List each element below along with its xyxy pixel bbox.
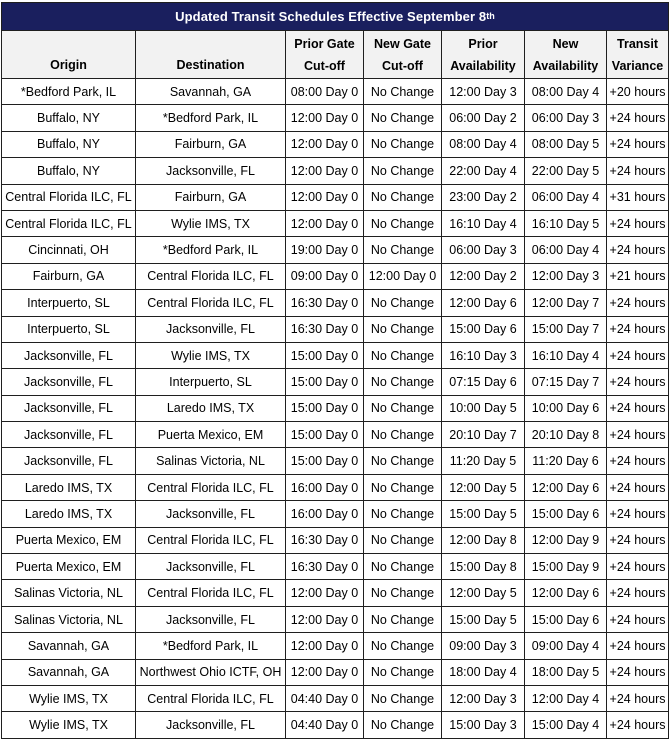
destination-cell: *Bedford Park, IL — [136, 633, 286, 659]
prior-availability-cell: 20:10 Day 7 — [442, 422, 525, 448]
prior-availability-cell: 12:00 Day 2 — [442, 263, 525, 289]
prior-availability-cell: 07:15 Day 6 — [442, 369, 525, 395]
prior-gate-cutoff-cell: 12:00 Day 0 — [286, 659, 364, 685]
new-gate-cutoff-cell: No Change — [364, 290, 442, 316]
prior-availability-cell: 15:00 Day 3 — [442, 712, 525, 738]
destination-cell: *Bedford Park, IL — [136, 105, 286, 131]
new-availability-cell: 08:00 Day 4 — [525, 79, 607, 105]
transit-variance-cell: +24 hours — [607, 606, 669, 632]
prior-gate-cutoff-cell: 12:00 Day 0 — [286, 210, 364, 236]
origin-cell: Savannah, GA — [2, 659, 136, 685]
prior-gate-cutoff-cell: 15:00 Day 0 — [286, 395, 364, 421]
prior-availability-cell: 12:00 Day 5 — [442, 580, 525, 606]
table-body — [2, 79, 669, 739]
prior-gate-cutoff-cell: 16:00 Day 0 — [286, 501, 364, 527]
new-availability-cell: 16:10 Day 5 — [525, 210, 607, 236]
prior-gate-cutoff-cell: 15:00 Day 0 — [286, 422, 364, 448]
destination-cell: Laredo IMS, TX — [136, 395, 286, 421]
table-row — [2, 184, 669, 210]
transit-variance-cell: +24 hours — [607, 633, 669, 659]
transit-variance-cell: +24 hours — [607, 422, 669, 448]
header-prior-avail-line1: Prior — [468, 36, 498, 51]
prior-gate-cutoff-cell: 12:00 Day 0 — [286, 131, 364, 157]
origin-cell: Salinas Victoria, NL — [2, 580, 136, 606]
new-availability-cell: 12:00 Day 6 — [525, 474, 607, 500]
new-availability-cell: 12:00 Day 7 — [525, 290, 607, 316]
table-row — [2, 633, 669, 659]
table-row — [2, 527, 669, 553]
transit-schedule-table — [1, 2, 669, 739]
prior-availability-cell: 10:00 Day 5 — [442, 395, 525, 421]
table-row — [2, 712, 669, 738]
table-title — [2, 3, 669, 31]
prior-gate-cutoff-cell: 16:30 Day 0 — [286, 527, 364, 553]
table-row — [2, 79, 669, 105]
new-gate-cutoff-cell: No Change — [364, 184, 442, 210]
table-title-text: Updated Transit Schedules Effective September 8 — [175, 9, 487, 24]
transit-variance-cell: +24 hours — [607, 210, 669, 236]
destination-cell: Jacksonville, FL — [136, 712, 286, 738]
table-row — [2, 237, 669, 263]
destination-cell: Wylie IMS, TX — [136, 210, 286, 236]
origin-cell: Salinas Victoria, NL — [2, 606, 136, 632]
new-gate-cutoff-cell: No Change — [364, 79, 442, 105]
origin-cell: Buffalo, NY — [2, 158, 136, 184]
title-row — [2, 3, 669, 31]
transit-variance-cell: +24 hours — [607, 395, 669, 421]
prior-availability-cell: 23:00 Day 2 — [442, 184, 525, 210]
origin-cell: Cincinnati, OH — [2, 237, 136, 263]
header-prior-gate-cutoff — [286, 31, 364, 79]
transit-variance-cell: +24 hours — [607, 712, 669, 738]
header-prior-availability — [442, 31, 525, 79]
new-gate-cutoff-cell: No Change — [364, 606, 442, 632]
new-availability-cell: 06:00 Day 4 — [525, 184, 607, 210]
new-gate-cutoff-cell: No Change — [364, 712, 442, 738]
table-row — [2, 685, 669, 711]
new-availability-cell: 10:00 Day 6 — [525, 395, 607, 421]
origin-cell: Wylie IMS, TX — [2, 685, 136, 711]
transit-variance-cell: +24 hours — [607, 369, 669, 395]
prior-gate-cutoff-cell: 12:00 Day 0 — [286, 184, 364, 210]
destination-cell: Central Florida ILC, FL — [136, 474, 286, 500]
new-availability-cell: 20:10 Day 8 — [525, 422, 607, 448]
prior-availability-cell: 08:00 Day 4 — [442, 131, 525, 157]
origin-cell: Interpuerto, SL — [2, 316, 136, 342]
prior-availability-cell: 15:00 Day 5 — [442, 606, 525, 632]
origin-cell: Laredo IMS, TX — [2, 501, 136, 527]
transit-variance-cell: +24 hours — [607, 290, 669, 316]
transit-variance-cell: +21 hours — [607, 263, 669, 289]
destination-cell: Savannah, GA — [136, 79, 286, 105]
new-availability-cell: 12:00 Day 3 — [525, 263, 607, 289]
prior-availability-cell: 15:00 Day 8 — [442, 554, 525, 580]
header-transit-line2: Variance — [611, 58, 664, 73]
new-availability-cell: 15:00 Day 9 — [525, 554, 607, 580]
prior-gate-cutoff-cell: 09:00 Day 0 — [286, 263, 364, 289]
origin-cell: Puerta Mexico, EM — [2, 527, 136, 553]
prior-gate-cutoff-cell: 12:00 Day 0 — [286, 158, 364, 184]
table-row — [2, 105, 669, 131]
transit-variance-cell: +20 hours — [607, 79, 669, 105]
origin-cell: Wylie IMS, TX — [2, 712, 136, 738]
origin-cell: Jacksonville, FL — [2, 395, 136, 421]
table-row — [2, 448, 669, 474]
transit-variance-cell: +24 hours — [607, 342, 669, 368]
destination-cell: Central Florida ILC, FL — [136, 527, 286, 553]
new-availability-cell: 06:00 Day 3 — [525, 105, 607, 131]
prior-availability-cell: 06:00 Day 2 — [442, 105, 525, 131]
header-prior-gate-line2: Cut-off — [304, 58, 345, 73]
new-availability-cell: 12:00 Day 9 — [525, 527, 607, 553]
table-row — [2, 395, 669, 421]
new-gate-cutoff-cell: No Change — [364, 659, 442, 685]
prior-availability-cell: 06:00 Day 3 — [442, 237, 525, 263]
header-origin: Origin — [2, 31, 136, 79]
origin-cell: Buffalo, NY — [2, 105, 136, 131]
prior-gate-cutoff-cell: 12:00 Day 0 — [286, 633, 364, 659]
prior-availability-cell: 18:00 Day 4 — [442, 659, 525, 685]
destination-cell: Jacksonville, FL — [136, 158, 286, 184]
header-transit-line1: Transit — [617, 36, 659, 51]
prior-gate-cutoff-cell: 12:00 Day 0 — [286, 606, 364, 632]
origin-cell: Jacksonville, FL — [2, 342, 136, 368]
new-availability-cell: 07:15 Day 7 — [525, 369, 607, 395]
destination-cell: Jacksonville, FL — [136, 501, 286, 527]
new-gate-cutoff-cell: No Change — [364, 210, 442, 236]
new-gate-cutoff-cell: 12:00 Day 0 — [364, 263, 442, 289]
prior-gate-cutoff-cell: 16:00 Day 0 — [286, 474, 364, 500]
header-new-gate-cutoff — [364, 31, 442, 79]
new-gate-cutoff-cell: No Change — [364, 158, 442, 184]
destination-cell: *Bedford Park, IL — [136, 237, 286, 263]
new-gate-cutoff-cell: No Change — [364, 554, 442, 580]
destination-cell: Central Florida ILC, FL — [136, 290, 286, 316]
header-new-avail-line1: New — [552, 36, 579, 51]
table-row — [2, 422, 669, 448]
prior-gate-cutoff-cell: 12:00 Day 0 — [286, 580, 364, 606]
destination-cell: Salinas Victoria, NL — [136, 448, 286, 474]
prior-availability-cell: 12:00 Day 8 — [442, 527, 525, 553]
prior-gate-cutoff-cell: 12:00 Day 0 — [286, 105, 364, 131]
destination-cell: Wylie IMS, TX — [136, 342, 286, 368]
new-availability-cell: 15:00 Day 7 — [525, 316, 607, 342]
prior-gate-cutoff-cell: 15:00 Day 0 — [286, 369, 364, 395]
new-availability-cell: 22:00 Day 5 — [525, 158, 607, 184]
header-new-avail-line2: Availability — [532, 58, 599, 73]
transit-variance-cell: +24 hours — [607, 580, 669, 606]
new-gate-cutoff-cell: No Change — [364, 527, 442, 553]
transit-variance-cell: +24 hours — [607, 501, 669, 527]
prior-availability-cell: 12:00 Day 5 — [442, 474, 525, 500]
new-gate-cutoff-cell: No Change — [364, 395, 442, 421]
destination-cell: Central Florida ILC, FL — [136, 263, 286, 289]
new-availability-cell: 09:00 Day 4 — [525, 633, 607, 659]
header-new-gate-line1: New Gate — [374, 36, 431, 51]
prior-availability-cell: 22:00 Day 4 — [442, 158, 525, 184]
transit-variance-cell: +31 hours — [607, 184, 669, 210]
prior-availability-cell: 16:10 Day 4 — [442, 210, 525, 236]
table-row — [2, 369, 669, 395]
new-gate-cutoff-cell: No Change — [364, 685, 442, 711]
header-destination: Destination — [136, 31, 286, 79]
destination-cell: Fairburn, GA — [136, 184, 286, 210]
prior-gate-cutoff-cell: 15:00 Day 0 — [286, 342, 364, 368]
header-new-gate-line2: Cut-off — [382, 58, 423, 73]
prior-availability-cell: 12:00 Day 3 — [442, 685, 525, 711]
prior-gate-cutoff-cell: 19:00 Day 0 — [286, 237, 364, 263]
new-gate-cutoff-cell: No Change — [364, 342, 442, 368]
origin-cell: Central Florida ILC, FL — [2, 184, 136, 210]
transit-variance-cell: +24 hours — [607, 527, 669, 553]
prior-availability-cell: 09:00 Day 3 — [442, 633, 525, 659]
table-title-suffix: th — [486, 11, 495, 21]
destination-cell: Jacksonville, FL — [136, 554, 286, 580]
prior-gate-cutoff-cell: 04:40 Day 0 — [286, 685, 364, 711]
table-row — [2, 263, 669, 289]
table-row — [2, 474, 669, 500]
new-availability-cell: 11:20 Day 6 — [525, 448, 607, 474]
prior-gate-cutoff-cell: 16:30 Day 0 — [286, 290, 364, 316]
new-gate-cutoff-cell: No Change — [364, 501, 442, 527]
new-gate-cutoff-cell: No Change — [364, 237, 442, 263]
transit-variance-cell: +24 hours — [607, 554, 669, 580]
new-gate-cutoff-cell: No Change — [364, 131, 442, 157]
header-prior-avail-line2: Availability — [450, 58, 516, 73]
new-gate-cutoff-cell: No Change — [364, 474, 442, 500]
origin-cell: Fairburn, GA — [2, 263, 136, 289]
new-gate-cutoff-cell: No Change — [364, 448, 442, 474]
new-availability-cell: 08:00 Day 5 — [525, 131, 607, 157]
transit-variance-cell: +24 hours — [607, 316, 669, 342]
table-row — [2, 501, 669, 527]
origin-cell: Buffalo, NY — [2, 131, 136, 157]
origin-cell: *Bedford Park, IL — [2, 79, 136, 105]
table-row — [2, 606, 669, 632]
prior-availability-cell: 15:00 Day 5 — [442, 501, 525, 527]
new-availability-cell: 15:00 Day 4 — [525, 712, 607, 738]
new-availability-cell: 16:10 Day 4 — [525, 342, 607, 368]
new-gate-cutoff-cell: No Change — [364, 369, 442, 395]
table-row — [2, 342, 669, 368]
destination-cell: Jacksonville, FL — [136, 316, 286, 342]
new-availability-cell: 12:00 Day 6 — [525, 580, 607, 606]
transit-variance-cell: +24 hours — [607, 105, 669, 131]
header-prior-gate-line1: Prior Gate — [294, 36, 355, 51]
origin-cell: Laredo IMS, TX — [2, 474, 136, 500]
prior-gate-cutoff-cell: 16:30 Day 0 — [286, 554, 364, 580]
origin-cell: Central Florida ILC, FL — [2, 210, 136, 236]
table-row — [2, 158, 669, 184]
table-row — [2, 210, 669, 236]
destination-cell: Northwest Ohio ICTF, OH — [136, 659, 286, 685]
destination-cell: Central Florida ILC, FL — [136, 685, 286, 711]
origin-cell: Puerta Mexico, EM — [2, 554, 136, 580]
transit-variance-cell: +24 hours — [607, 158, 669, 184]
origin-cell: Jacksonville, FL — [2, 448, 136, 474]
destination-cell: Fairburn, GA — [136, 131, 286, 157]
table-row — [2, 580, 669, 606]
origin-cell: Savannah, GA — [2, 633, 136, 659]
destination-cell: Puerta Mexico, EM — [136, 422, 286, 448]
destination-cell: Interpuerto, SL — [136, 369, 286, 395]
header-transit-variance — [607, 31, 669, 79]
new-availability-cell: 06:00 Day 4 — [525, 237, 607, 263]
prior-availability-cell: 15:00 Day 6 — [442, 316, 525, 342]
table-row — [2, 554, 669, 580]
table-row — [2, 659, 669, 685]
prior-availability-cell: 12:00 Day 3 — [442, 79, 525, 105]
new-gate-cutoff-cell: No Change — [364, 422, 442, 448]
transit-variance-cell: +24 hours — [607, 685, 669, 711]
transit-variance-cell: +24 hours — [607, 131, 669, 157]
new-availability-cell: 18:00 Day 5 — [525, 659, 607, 685]
origin-cell: Interpuerto, SL — [2, 290, 136, 316]
prior-availability-cell: 11:20 Day 5 — [442, 448, 525, 474]
transit-variance-cell: +24 hours — [607, 448, 669, 474]
new-availability-cell: 15:00 Day 6 — [525, 501, 607, 527]
prior-gate-cutoff-cell: 16:30 Day 0 — [286, 316, 364, 342]
destination-cell: Jacksonville, FL — [136, 606, 286, 632]
table-row — [2, 316, 669, 342]
prior-gate-cutoff-cell: 04:40 Day 0 — [286, 712, 364, 738]
new-gate-cutoff-cell: No Change — [364, 105, 442, 131]
destination-cell: Central Florida ILC, FL — [136, 580, 286, 606]
origin-cell: Jacksonville, FL — [2, 369, 136, 395]
header-row — [2, 31, 669, 79]
prior-gate-cutoff-cell: 08:00 Day 0 — [286, 79, 364, 105]
transit-variance-cell: +24 hours — [607, 659, 669, 685]
table-row — [2, 290, 669, 316]
header-new-availability — [525, 31, 607, 79]
origin-cell: Jacksonville, FL — [2, 422, 136, 448]
prior-gate-cutoff-cell: 15:00 Day 0 — [286, 448, 364, 474]
prior-availability-cell: 12:00 Day 6 — [442, 290, 525, 316]
new-gate-cutoff-cell: No Change — [364, 580, 442, 606]
transit-variance-cell: +24 hours — [607, 237, 669, 263]
new-gate-cutoff-cell: No Change — [364, 633, 442, 659]
new-gate-cutoff-cell: No Change — [364, 316, 442, 342]
prior-availability-cell: 16:10 Day 3 — [442, 342, 525, 368]
new-availability-cell: 15:00 Day 6 — [525, 606, 607, 632]
table-row — [2, 131, 669, 157]
transit-variance-cell: +24 hours — [607, 474, 669, 500]
new-availability-cell: 12:00 Day 4 — [525, 685, 607, 711]
